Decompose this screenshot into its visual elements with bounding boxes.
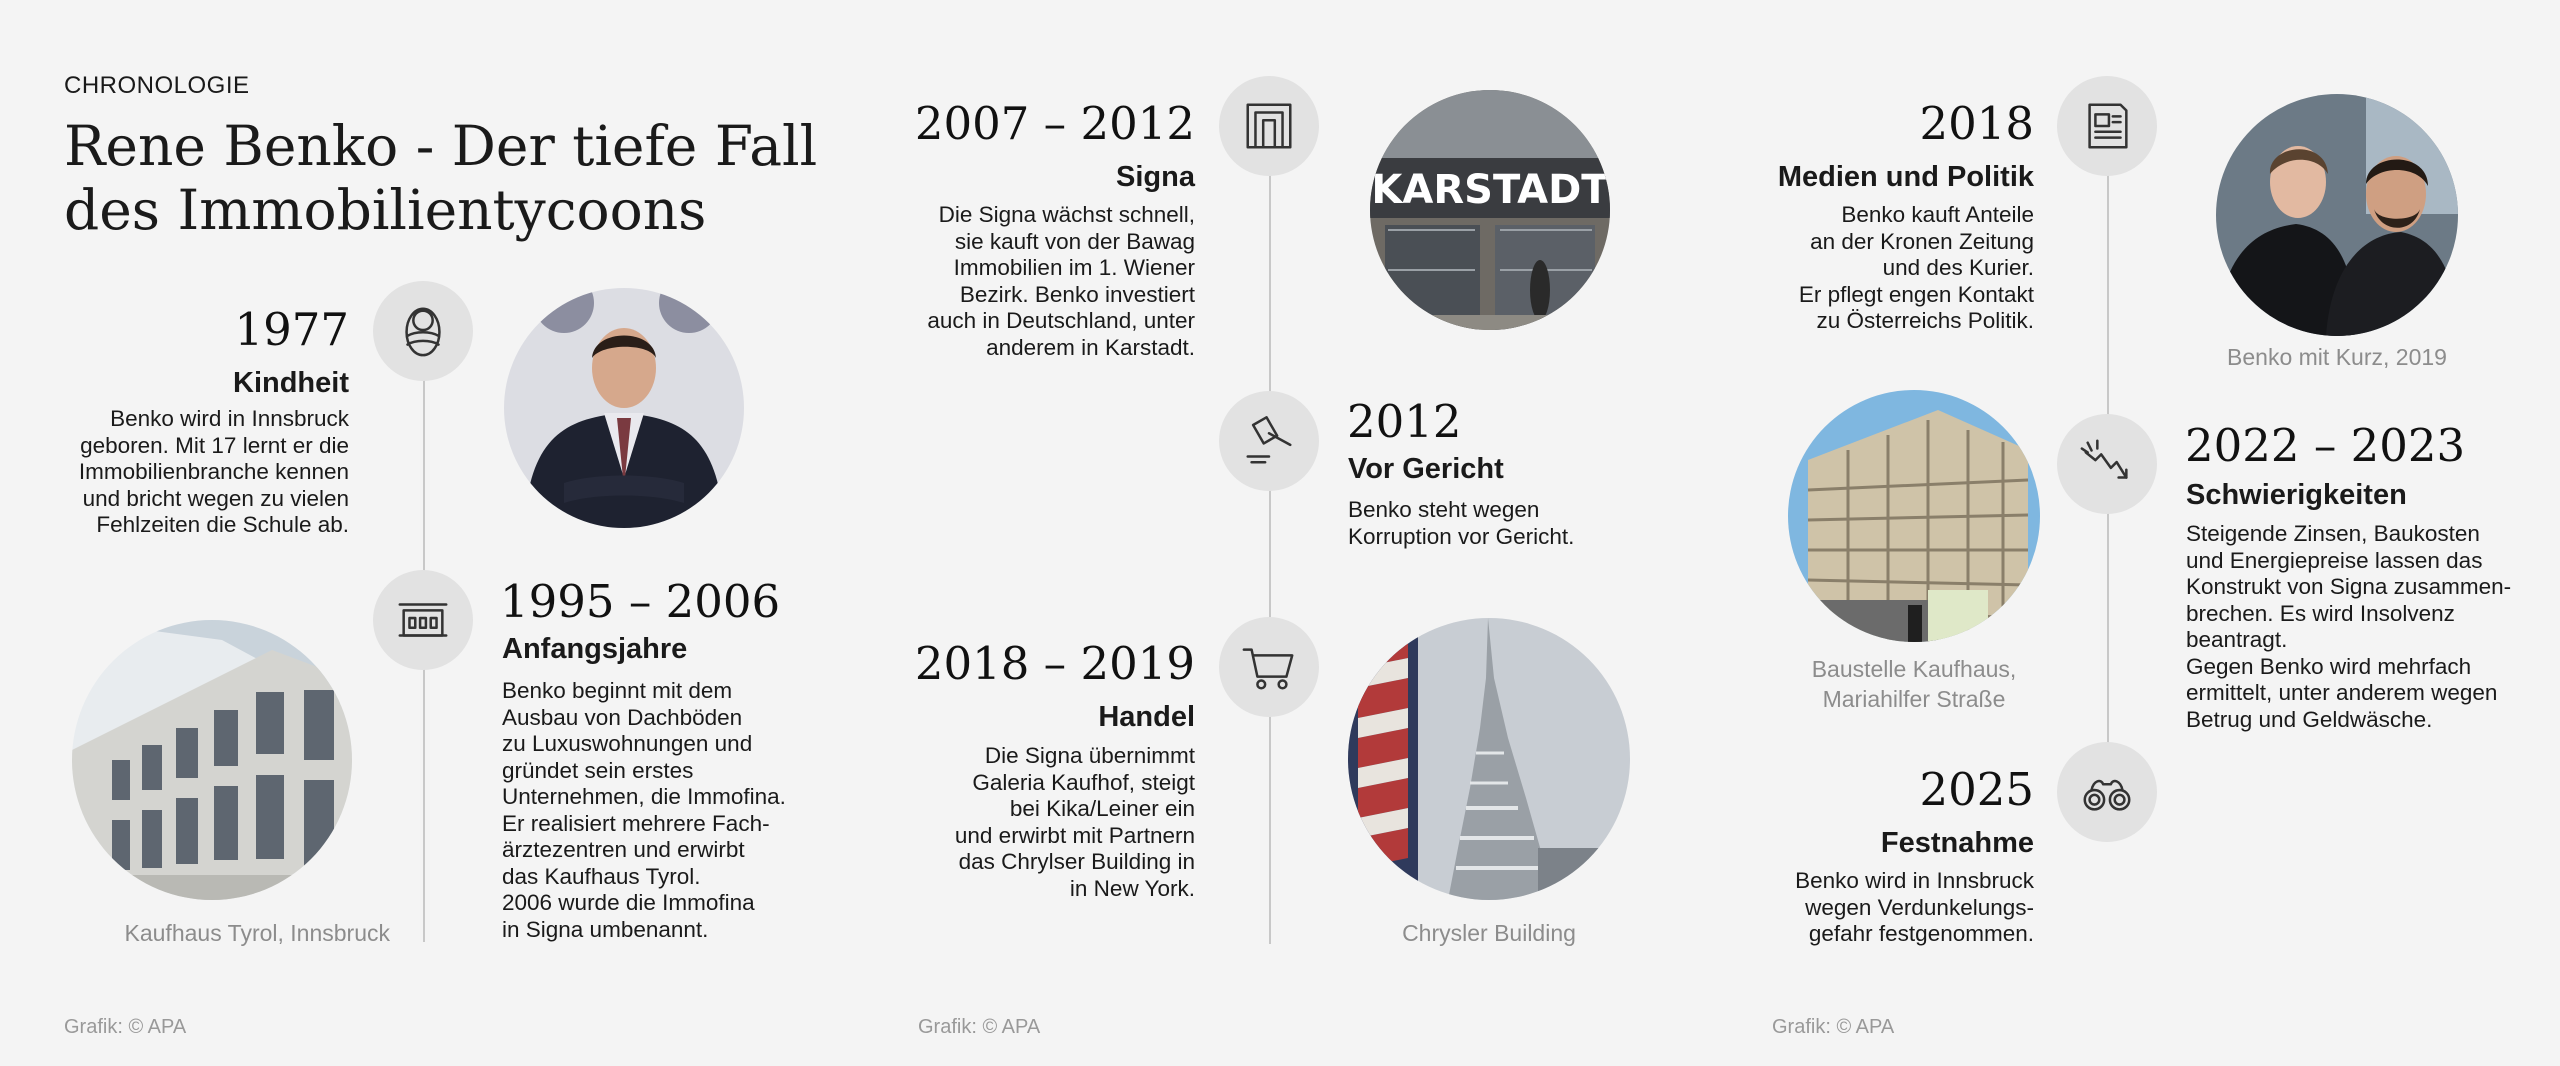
event-heading: Anfangsjahre: [502, 633, 688, 665]
event-year: 2022 – 2023: [2185, 419, 2466, 472]
karstadt-photo: [1370, 90, 1610, 330]
event-heading: Vor Gericht: [1348, 453, 1504, 485]
event-heading: Medien und Politik: [1777, 161, 2034, 193]
event-year: 2012: [1347, 395, 1462, 448]
storefront-icon: [373, 570, 473, 670]
event-year: 2007 – 2012: [914, 97, 1195, 150]
signa-logo-icon: [1219, 76, 1319, 176]
photo-caption: Kaufhaus Tyrol, Innsbruck: [124, 920, 390, 946]
handcuffs-icon: [2057, 742, 2157, 842]
credit: Grafik: © APA: [1772, 1016, 1895, 1038]
section-overline: CHRONOLOGIE: [64, 72, 250, 99]
event-text: Benko wird in Innsbruck geboren. Mit 17 lernt er die Immobilienbranche kennen und bricht wegen zu vielen Fehlzeiten die Schule ab.: [78, 406, 349, 537]
event-heading: Signa: [1116, 161, 1195, 193]
event-year: 2018 – 2019: [914, 637, 1195, 690]
event-text: Die Signa wächst schnell, sie kauft von der Bawag Immobilien im 1. Wiener Bezirk. Benko investiert auch in Deutschland, unter anderem in Karstadt.: [927, 202, 1195, 360]
event-text: Benko beginnt mit dem Ausbau von Dachböden zu Luxuswohnungen und gründet sein erstes Unternehmen, die Immofina. Er realisiert mehrere Fach- ärztezentren und erwirbt das Kaufhaus Tyrol. 2006 wurde die Immofina in Signa umbenannt.: [502, 678, 786, 942]
event-text: Benko wird in Innsbruck wegen Verdunkelungs- gefahr festgenommen.: [1795, 868, 2034, 946]
kaufhaus-tyrol-photo: [72, 620, 352, 900]
falling-chart-icon: [2057, 414, 2157, 514]
credit: Grafik: © APA: [918, 1016, 1041, 1038]
event-heading: Schwierigkeiten: [2186, 479, 2407, 511]
benko-kurz-photo: [2216, 94, 2458, 336]
page-title: Rene Benko - Der tiefe Fall des Immobilientycoons: [64, 114, 818, 242]
gavel-icon: [1219, 391, 1319, 491]
mariahilfer-construction-photo: [1788, 390, 2040, 642]
photo-caption: Chrysler Building: [1402, 920, 1576, 946]
event-text: Benko kauft Anteile an der Kronen Zeitung und des Kurier. Er pflegt engen Kontakt zu Österreichs Politik.: [1798, 202, 2034, 333]
event-year: 1995 – 2006: [500, 575, 781, 628]
event-year: 1977: [234, 303, 349, 356]
event-year: 2025: [1919, 763, 2034, 816]
shopping-cart-icon: [1219, 617, 1319, 717]
event-heading: Festnahme: [1880, 827, 2034, 859]
event-year: 2018: [1919, 97, 2034, 150]
karstadt-sign: KARSTADT: [1371, 167, 1609, 213]
event-text: Steigende Zinsen, Baukosten und Energiepreise lassen das Konstrukt von Signa zusammen- brechen. Es wird Insolvenz beantragt. Gegen Benko wird mehrfach ermittelt, unter anderem wegen Betrug und Geldwäsche.: [2186, 521, 2512, 732]
chrysler-building-photo: [1348, 618, 1630, 900]
benko-portrait-photo: [504, 288, 744, 528]
photo-caption: Baustelle Kaufhaus, Mariahilfer Straße: [1811, 656, 2017, 712]
credit: Grafik: © APA: [64, 1016, 187, 1038]
event-text: Benko steht wegen Korruption vor Gericht.: [1348, 497, 1575, 549]
event-text: Die Signa übernimmt Galeria Kaufhof, steigt bei Kika/Leiner ein und erwirbt mit Partnern das Chrylser Building in in New York.: [954, 743, 1195, 901]
photo-caption: Benko mit Kurz, 2019: [2227, 344, 2447, 370]
timeline-line: [1269, 126, 1271, 944]
event-heading: Kindheit: [233, 367, 349, 399]
newspaper-icon: [2057, 76, 2157, 176]
baby-icon: [373, 281, 473, 381]
event-heading: Handel: [1098, 701, 1195, 733]
